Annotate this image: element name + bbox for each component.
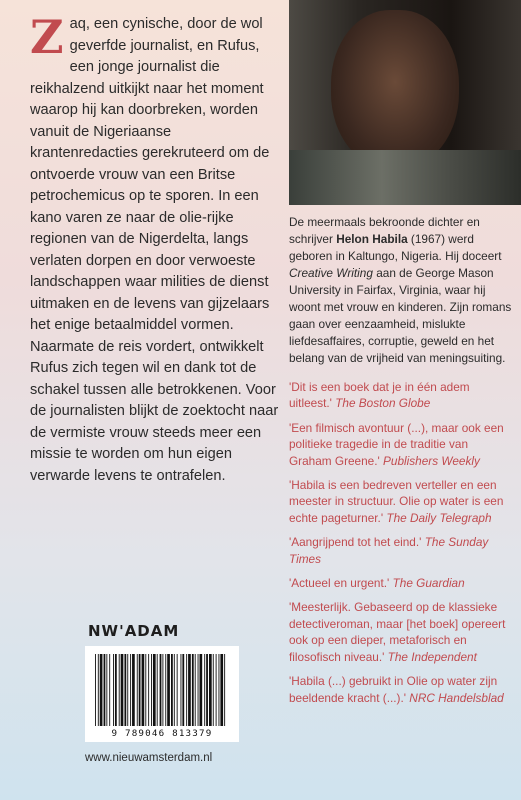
right-column xyxy=(289,214,513,714)
barcode-bar xyxy=(188,654,191,726)
barcode-bar xyxy=(165,654,166,726)
blurb-column xyxy=(30,10,280,487)
barcode-bar xyxy=(174,654,175,726)
barcode-bar xyxy=(224,654,225,726)
quote-source: The Sunday Times xyxy=(289,535,489,566)
barcode-bar xyxy=(95,654,96,726)
barcode-bar xyxy=(119,654,120,726)
review-quote: 'Meesterlijk. Gebaseerd op de klassieke detectiveroman, maar [het boek] opereert ook op een dieper, metaforisch en filosofisch niveau.' The Independent xyxy=(289,600,506,664)
barcode-bar xyxy=(148,654,149,726)
dropcap-letter: Z xyxy=(30,10,64,64)
barcode-bar xyxy=(160,654,162,726)
barcode-bar xyxy=(139,654,141,726)
barcode-bars xyxy=(93,654,231,726)
barcode-bar xyxy=(153,654,156,726)
quote-source: Publishers Weekly xyxy=(383,453,480,468)
author-name: Helon Habila xyxy=(336,232,408,246)
barcode-bar xyxy=(177,654,178,726)
barcode-bar xyxy=(181,654,182,726)
barcode-bar xyxy=(198,654,199,726)
author-bio: De meermaals bekroonde dichter en schrijver Helon Habila (1967) werd geboren in Kaltungo, Nigeria. Hij doceert Creative Writing aan de George Mason University in Fairfax, Virginia, waar hij woont met vrouw en kinderen. Zijn romans gaan over eenzaamheid, mislukte liefdesaffaires, corruptie, geweld en het belang van de vrijheid van meningsuiting. xyxy=(289,215,512,365)
barcode-bar xyxy=(113,654,114,726)
blurb-body: aq, een cynische, door de wol geverfde journalist, en Rufus, een jonge journalist die reikhalzend uitkijkt naar het moment waarop hij kan doorbreken, worden vanuit de Nigeriaanse krantenredacties gerekruteerd om de ontvoerde vrouw van een Britse petrochemicus op te sporen. In een kano varen ze naar de olie-rijke regionen van de Nigerdelta, langs verlaten dorpen en door verwoeste landschappen waar milities de dienst uitmaken en de levens van gijzelaars het enige betaalmiddel vormen. Naarmate de reis vordert, ontwikkelt Rufus zich tegen wil en dank tot de schakel tussen alle betrokkenen. Voor de journalisten blijkt de zoektocht naar de vermiste vrouw steeds meer een missie te worden om hun eigen verwarde levens te ontrafelen. xyxy=(30,16,279,484)
website-url: www.nieuwamsterdam.nl xyxy=(85,752,213,764)
review-quote: 'Habila is een bedreven verteller en een meester in structuur. Olie op water is een echte pageturner.' The Daily Telegraph xyxy=(289,478,504,525)
quote-source: The Independent xyxy=(387,649,477,664)
barcode-bar xyxy=(137,654,138,726)
barcode-bar xyxy=(182,654,184,726)
review-quote: 'Actueel en urgent.' The Guardian xyxy=(289,576,465,591)
barcode xyxy=(85,646,239,742)
barcode-bar xyxy=(115,654,117,726)
barcode-bar xyxy=(127,654,128,726)
quote-source: The Boston Globe xyxy=(335,396,431,411)
barcode-bar xyxy=(192,654,194,726)
barcode-bar xyxy=(124,654,126,726)
quote-source: NRC Handelsblad xyxy=(409,690,504,705)
barcode-bar xyxy=(186,654,187,726)
review-quote: 'Dit is een boek dat je in één adem uitleest.' The Boston Globe xyxy=(289,380,470,411)
barcode-bar xyxy=(109,654,110,726)
isbn-number: 9 789046 813379 xyxy=(111,728,213,739)
barcode-bar xyxy=(121,654,124,726)
barcode-bar xyxy=(206,654,208,726)
barcode-bar xyxy=(145,654,146,726)
barcode-bar xyxy=(104,654,106,726)
author-photo xyxy=(289,0,521,205)
course-name: Creative Writing xyxy=(289,266,373,280)
quote-source: The Guardian xyxy=(392,576,465,591)
barcode-bar xyxy=(171,654,173,726)
barcode-bar xyxy=(151,654,152,726)
barcode-bar xyxy=(209,654,212,726)
review-quote: 'Aangrijpend tot het eind.' The Sunday Times xyxy=(289,535,489,566)
barcode-bar xyxy=(100,654,103,726)
blurb-text xyxy=(30,10,280,487)
barcode-bar xyxy=(130,654,131,726)
barcode-bar xyxy=(106,654,107,726)
quote-source: The Daily Telegraph xyxy=(386,510,492,525)
barcode-bar xyxy=(167,654,170,726)
barcode-bar xyxy=(220,654,223,726)
review-quote: 'Habila (...) gebruikt in Olie op water zijn beeldende kracht (...).' NRC Handelsblad xyxy=(289,674,504,705)
barcode-bar xyxy=(195,654,196,726)
barcode-bar xyxy=(98,654,99,726)
barcode-bar xyxy=(142,654,145,726)
barcode-bar xyxy=(157,654,158,726)
author-shirt-shape xyxy=(289,150,521,205)
barcode-bar xyxy=(204,654,205,726)
author-face-shape xyxy=(331,10,459,170)
publisher-logo: NW'ADAM xyxy=(88,622,180,640)
barcode-bar xyxy=(162,654,163,726)
barcode-bar xyxy=(213,654,214,726)
barcode-bar xyxy=(132,654,135,726)
barcode-bar xyxy=(219,654,220,726)
review-quote: 'Een filmisch avontuur (...), maar ook een politieke tragedie in de traditie van Graham Greene.' Publishers Weekly xyxy=(289,420,504,468)
barcode-bar xyxy=(216,654,217,726)
barcode-bar xyxy=(200,654,203,726)
